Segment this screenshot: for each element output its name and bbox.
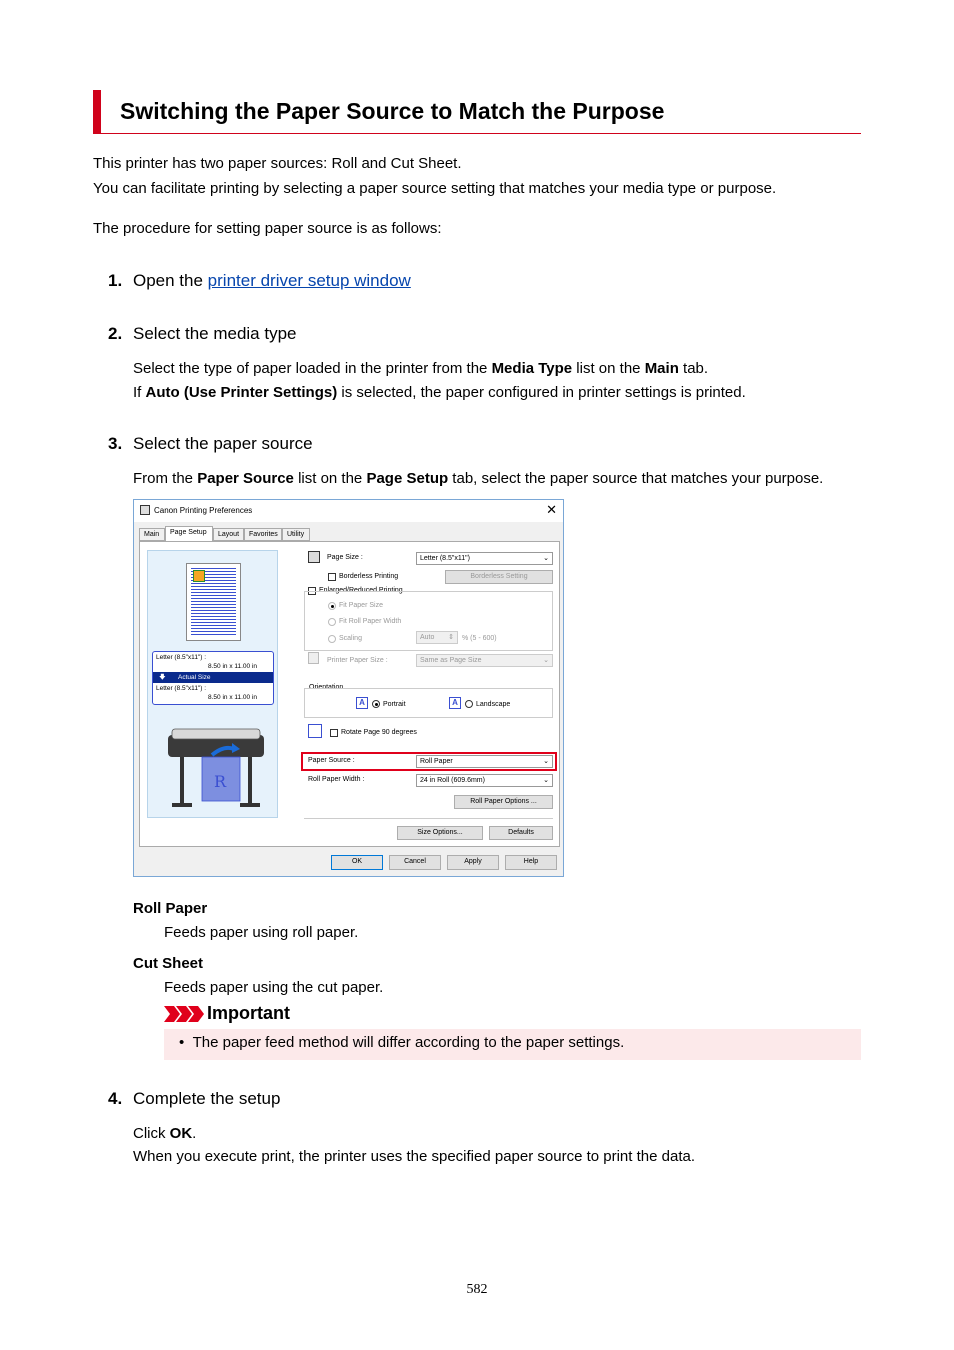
step-2-number: 2. [108,324,123,343]
step-1-title [133,271,411,291]
actual-size-label: Actual Size [178,674,211,681]
scaling-range: % (5 - 600) [462,635,497,642]
text: is selected, the paper configured in printer settings is printed. [337,384,746,401]
bullet-icon: • [179,1034,193,1051]
text: If [133,384,146,401]
roll-width-select[interactable] [416,774,553,787]
option-roll-paper-desc: Feeds paper using roll paper. [164,924,359,941]
orientation-group [304,688,553,718]
defaults-button[interactable]: Defaults [489,826,553,840]
fit-roll-width-radio[interactable] [328,618,336,626]
option-cut-sheet-term: Cut Sheet [133,955,204,972]
intro-line-1: This printer has two paper sources: Roll and Cut Sheet. [93,155,462,172]
paper-source-label: Paper Source : [308,757,355,764]
important-label: Important [207,1003,290,1023]
text: tab. [678,360,709,377]
down-arrow-icon: 🡇 [159,674,166,681]
step-3-title: Select the paper source [133,434,313,453]
main-tab-term: Main [644,360,679,377]
step-2-body-1 [133,359,708,379]
size-line-2: 8.50 in x 11.00 in [208,663,258,670]
text: list on the [293,470,367,487]
printing-preferences-dialog [133,499,564,877]
printer-paper-size-icon [308,652,319,664]
page-number: 582 [466,1282,488,1297]
printer-paper-size-value: Same as Page Size [420,657,482,664]
option-roll-paper-term: Roll Paper [133,900,208,917]
image-icon [193,570,205,582]
page-title-block [93,90,861,134]
step-3-body [133,469,823,489]
paper-source-value: Roll Paper [420,758,453,765]
size-line-3: Letter (8.5"x11") : [156,685,207,692]
printer-icon [140,505,150,515]
intro-line-3: The procedure for setting paper source is as follows: [93,220,442,237]
chevron-down-icon: ⌄ [543,555,549,562]
help-button[interactable]: Help [505,855,557,870]
tab-favorites[interactable]: Favorites [244,528,282,541]
chevron-down-icon: ⌄ [543,758,549,765]
chevron-down-icon: ⌄ [543,657,549,664]
ok-button[interactable]: OK [331,855,383,870]
fit-paper-size-radio[interactable] [328,602,336,610]
scaling-stepper[interactable] [416,631,458,644]
large-format-printer-icon [162,715,270,815]
borderless-label: Borderless Printing [339,573,399,580]
portrait-label: Portrait [383,701,406,708]
page-size-select[interactable] [416,552,553,565]
landscape-icon: A [449,697,461,709]
paper-source-highlight [301,752,557,771]
landscape-label: Landscape [476,701,511,708]
rotate-icon [308,724,322,738]
scaling-label: Scaling [339,635,362,642]
landscape-radio[interactable] [465,700,473,708]
step-2-title: Select the media type [133,324,297,343]
page-size-value: Letter (8.5"x11") [420,555,470,562]
printer-paper-size-label: Printer Paper Size : [327,657,388,664]
step-4-body-2: When you execute print, the printer uses the specified paper source to print the data. [133,1148,695,1165]
tab-utility[interactable]: Utility [282,528,310,541]
page-title: Switching the Paper Source to Match the Purpose [120,98,665,124]
cancel-button[interactable]: Cancel [389,855,441,870]
important-item-text: The paper feed method will differ according to the paper settings. [192,1034,625,1051]
text: list on the [572,360,645,377]
media-type-term: Media Type [491,360,573,377]
step-4-body-1 [133,1124,196,1144]
intro-line-2: You can facilitate printing by selecting a paper source setting that matches your media type or purpose. [93,180,777,197]
text: . [192,1125,197,1142]
orientation-label: Orientation [309,684,344,691]
option-cut-sheet-desc: Feeds paper using the cut paper. [164,979,384,996]
important-item [179,1034,624,1051]
step-4-number: 4. [108,1089,123,1108]
print-preview [147,550,278,818]
rotate-checkbox[interactable] [330,729,338,737]
fit-roll-width-label: Fit Roll Paper Width [339,618,402,625]
step-2-body-2 [133,383,746,403]
step-3-number: 3. [108,434,123,453]
page-size-icon [308,551,320,563]
dialog-title: Canon Printing Preferences [154,506,253,515]
actual-size-bar [153,672,273,683]
printer-paper-size-select[interactable] [416,654,553,667]
roll-paper-options-button[interactable]: Roll Paper Options ... [454,795,553,809]
size-line-4: 8.50 in x 11.00 in [208,694,258,701]
printer-driver-setup-link[interactable]: printer driver setup window [207,271,411,290]
stepper-arrows-icon: ⇕ [448,634,454,641]
step-1-number: 1. [108,271,123,290]
dialog-titlebar [134,500,563,522]
tab-layout[interactable]: Layout [213,528,244,541]
text: From the [133,470,198,487]
page-preview-icon [186,563,241,641]
fit-paper-size-label: Fit Paper Size [339,602,383,609]
printer-letter: R [214,772,227,791]
portrait-radio[interactable] [372,700,380,708]
scaling-radio[interactable] [328,635,336,643]
divider [304,818,553,819]
text: tab, select the paper source that matches your purpose. [448,470,824,487]
step-1-title-text: Open the [133,271,208,290]
portrait-icon: A [356,697,368,709]
auto-setting-term: Auto (Use Printer Settings) [145,384,338,401]
apply-button[interactable]: Apply [447,855,499,870]
tab-page-setup[interactable]: Page Setup [165,526,213,541]
scaling-value: Auto [420,634,435,641]
step-4-title: Complete the setup [133,1089,281,1108]
page-setup-term: Page Setup [366,470,449,487]
close-icon[interactable]: ✕ [546,502,557,517]
borderless-checkbox[interactable] [328,573,336,581]
size-line-1: Letter (8.5"x11") : [156,654,207,661]
important-chevrons-icon [164,1006,204,1022]
ok-term: OK [169,1125,193,1142]
roll-width-label: Roll Paper Width : [308,776,365,783]
roll-width-value: 24 in Roll (609.6mm) [420,777,485,784]
enlarged-reduced-label: Enlarged/Reduced Printing [319,587,403,594]
chevron-down-icon: ⌄ [543,777,549,784]
rotate-label: Rotate Page 90 degrees [341,729,417,736]
important-box [164,1029,861,1060]
page-size-label: Page Size : [327,554,363,561]
tab-main[interactable]: Main [139,528,165,541]
text: Click [133,1125,170,1142]
page-setup-panel [139,541,560,847]
text: Select the type of paper loaded in the printer from the [133,360,492,377]
size-info-box [152,651,274,705]
paper-source-term: Paper Source [197,470,294,487]
size-options-button[interactable]: Size Options... [397,826,483,840]
borderless-setting-button[interactable]: Borderless Setting [445,570,553,584]
